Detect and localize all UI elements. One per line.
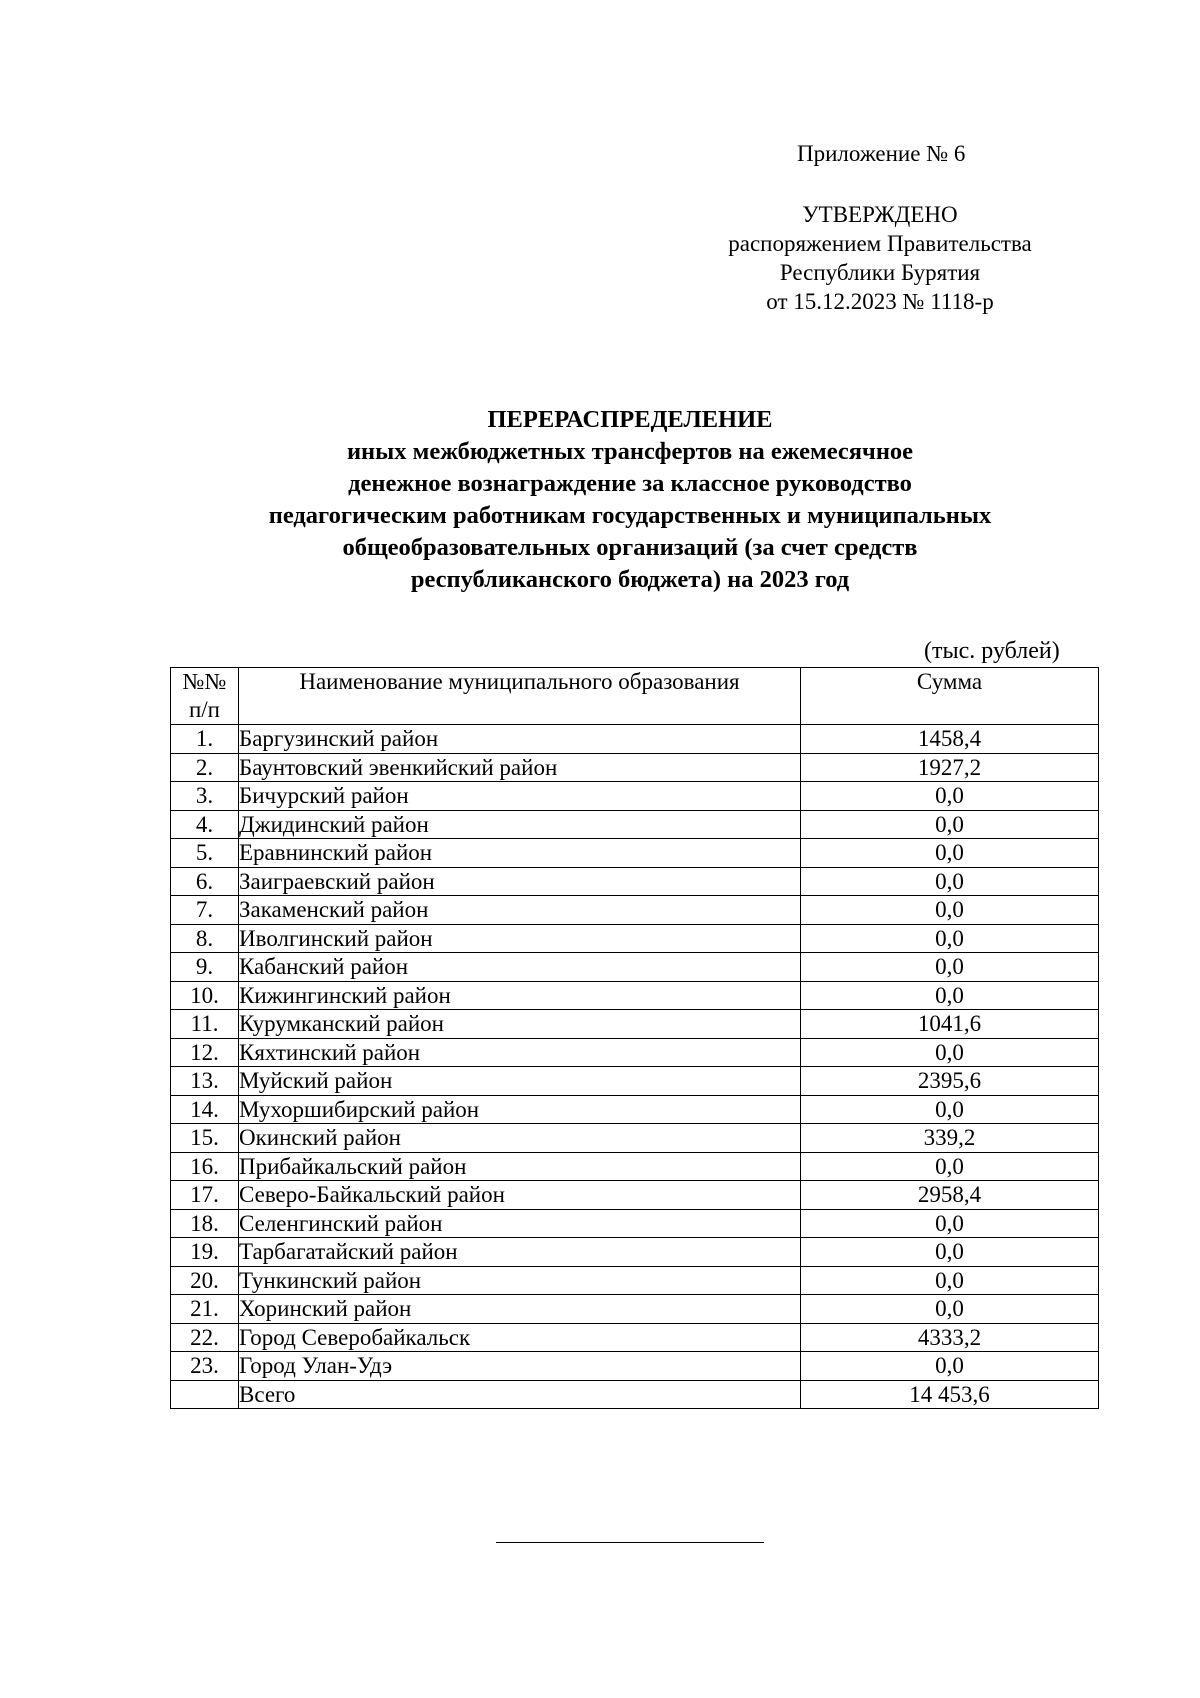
title-line-2: иных межбюджетных трансфертов на ежемесячное — [346, 438, 914, 465]
row-name: Селенгинский район — [239, 1209, 801, 1238]
title-line-3: денежное вознаграждение за классное руководство — [348, 470, 912, 497]
table-row — [171, 1038, 1099, 1067]
row-sum: 0,0 — [801, 924, 1099, 953]
table-row — [171, 953, 1099, 982]
table-row — [171, 1323, 1099, 1352]
row-sum: 1041,6 — [801, 1010, 1099, 1039]
row-number: 12. — [171, 1038, 239, 1067]
row-name: Хоринский район — [239, 1295, 801, 1324]
title-line-4: педагогическим работникам государственных и муниципальных — [268, 502, 992, 529]
row-sum: 1458,4 — [801, 725, 1099, 754]
row-name: Заиграевский район — [239, 867, 801, 896]
table-body — [171, 725, 1099, 1409]
table-row — [171, 1266, 1099, 1295]
row-name: Окинский район — [239, 1124, 801, 1153]
row-number: 6. — [171, 867, 239, 896]
table-total-row — [171, 1380, 1099, 1409]
table-row — [171, 896, 1099, 925]
row-name: Кяхтинский район — [239, 1038, 801, 1067]
row-number: 2. — [171, 753, 239, 782]
table-row — [171, 1295, 1099, 1324]
row-sum: 0,0 — [801, 1095, 1099, 1124]
row-sum: 0,0 — [801, 1209, 1099, 1238]
row-number: 10. — [171, 981, 239, 1010]
row-name: Тункинский район — [239, 1266, 801, 1295]
row-name: Тарбагатайский район — [239, 1238, 801, 1267]
table-row — [171, 1152, 1099, 1181]
row-name: Мухоршибирский район — [239, 1095, 801, 1124]
header-sum-text: Сумма — [916, 669, 983, 694]
total-label: Всего — [239, 1380, 801, 1409]
row-sum: 2395,6 — [801, 1067, 1099, 1096]
table-row — [171, 1095, 1099, 1124]
table-row — [171, 1181, 1099, 1210]
row-number: 14. — [171, 1095, 239, 1124]
table-row — [171, 1124, 1099, 1153]
table-row — [171, 1010, 1099, 1039]
table-row — [171, 839, 1099, 868]
approval-stamp — [700, 200, 1060, 316]
document-title — [130, 404, 1130, 596]
row-sum: 0,0 — [801, 1038, 1099, 1067]
approval-line-4: от 15.12.2023 № 1118-р — [766, 289, 994, 314]
table-row — [171, 725, 1099, 754]
appendix-label: Приложение № 6 — [797, 141, 966, 166]
title-line-6: республиканского бюджета) на 2023 год — [410, 566, 850, 593]
row-sum: 339,2 — [801, 1124, 1099, 1153]
table-header-row — [171, 668, 1099, 725]
row-number: 5. — [171, 839, 239, 868]
row-sum: 0,0 — [801, 1352, 1099, 1381]
approval-line-1: УТВЕРЖДЕНО — [802, 202, 958, 227]
row-name: Бичурский район — [239, 782, 801, 811]
total-number-cell — [171, 1380, 239, 1409]
row-name: Курумканский район — [239, 1010, 801, 1039]
row-number: 20. — [171, 1266, 239, 1295]
row-number: 16. — [171, 1152, 239, 1181]
row-name: Муйский район — [239, 1067, 801, 1096]
row-sum: 0,0 — [801, 867, 1099, 896]
row-sum: 1927,2 — [801, 753, 1099, 782]
header-name-text: Наименование муниципального образования — [299, 669, 740, 694]
row-name: Баргузинский район — [239, 725, 801, 754]
row-number: 17. — [171, 1181, 239, 1210]
title-line-5: общеобразовательных организаций (за счет средств — [342, 534, 918, 561]
table-row — [171, 753, 1099, 782]
row-sum: 0,0 — [801, 1152, 1099, 1181]
row-number: 9. — [171, 953, 239, 982]
row-name: Город Улан-Удэ — [239, 1352, 801, 1381]
row-sum: 0,0 — [801, 839, 1099, 868]
row-name: Баунтовский эвенкийский район — [239, 753, 801, 782]
row-number: 1. — [171, 725, 239, 754]
table-row — [171, 1352, 1099, 1381]
table-row — [171, 867, 1099, 896]
row-sum: 0,0 — [801, 1238, 1099, 1267]
header-name — [239, 668, 801, 725]
row-number: 15. — [171, 1124, 239, 1153]
header-number-line-2: п/п — [188, 697, 220, 722]
row-sum: 0,0 — [801, 1295, 1099, 1324]
row-name: Иволгинский район — [239, 924, 801, 953]
units-label: (тыс. рублей) — [924, 638, 1060, 664]
row-sum: 0,0 — [801, 981, 1099, 1010]
row-number: 3. — [171, 782, 239, 811]
total-sum: 14 453,6 — [801, 1380, 1099, 1409]
row-number: 22. — [171, 1323, 239, 1352]
row-number: 4. — [171, 810, 239, 839]
approval-line-3: Республики Бурятия — [779, 260, 981, 285]
row-name: Кабанский район — [239, 953, 801, 982]
table-row — [171, 1238, 1099, 1267]
end-separator-line — [496, 1542, 764, 1543]
table-row — [171, 1067, 1099, 1096]
approval-line-2: распоряжением Правительства — [728, 231, 1032, 256]
table-row — [171, 981, 1099, 1010]
header-sum — [801, 668, 1099, 725]
table-row — [171, 810, 1099, 839]
row-sum: 0,0 — [801, 896, 1099, 925]
table-row — [171, 924, 1099, 953]
header-number — [171, 668, 239, 725]
row-name: Кижингинский район — [239, 981, 801, 1010]
row-sum: 0,0 — [801, 953, 1099, 982]
table-row — [171, 1209, 1099, 1238]
row-number: 19. — [171, 1238, 239, 1267]
row-number: 18. — [171, 1209, 239, 1238]
row-number: 11. — [171, 1010, 239, 1039]
row-number: 21. — [171, 1295, 239, 1324]
table-row — [171, 782, 1099, 811]
row-name: Закаменский район — [239, 896, 801, 925]
row-number: 8. — [171, 924, 239, 953]
row-number: 23. — [171, 1352, 239, 1381]
row-name: Северо-Байкальский район — [239, 1181, 801, 1210]
distribution-table — [170, 667, 1099, 1409]
title-line-1: ПЕРЕРАСПРЕДЕЛЕНИЕ — [487, 406, 773, 433]
row-name: Еравнинский район — [239, 839, 801, 868]
row-sum: 2958,4 — [801, 1181, 1099, 1210]
row-sum: 4333,2 — [801, 1323, 1099, 1352]
row-number: 7. — [171, 896, 239, 925]
row-sum: 0,0 — [801, 1266, 1099, 1295]
row-sum: 0,0 — [801, 810, 1099, 839]
row-sum: 0,0 — [801, 782, 1099, 811]
row-number: 13. — [171, 1067, 239, 1096]
row-name: Джидинский район — [239, 810, 801, 839]
header-number-line-1: №№ — [182, 669, 227, 694]
row-name: Прибайкальский район — [239, 1152, 801, 1181]
row-name: Город Северобайкальск — [239, 1323, 801, 1352]
